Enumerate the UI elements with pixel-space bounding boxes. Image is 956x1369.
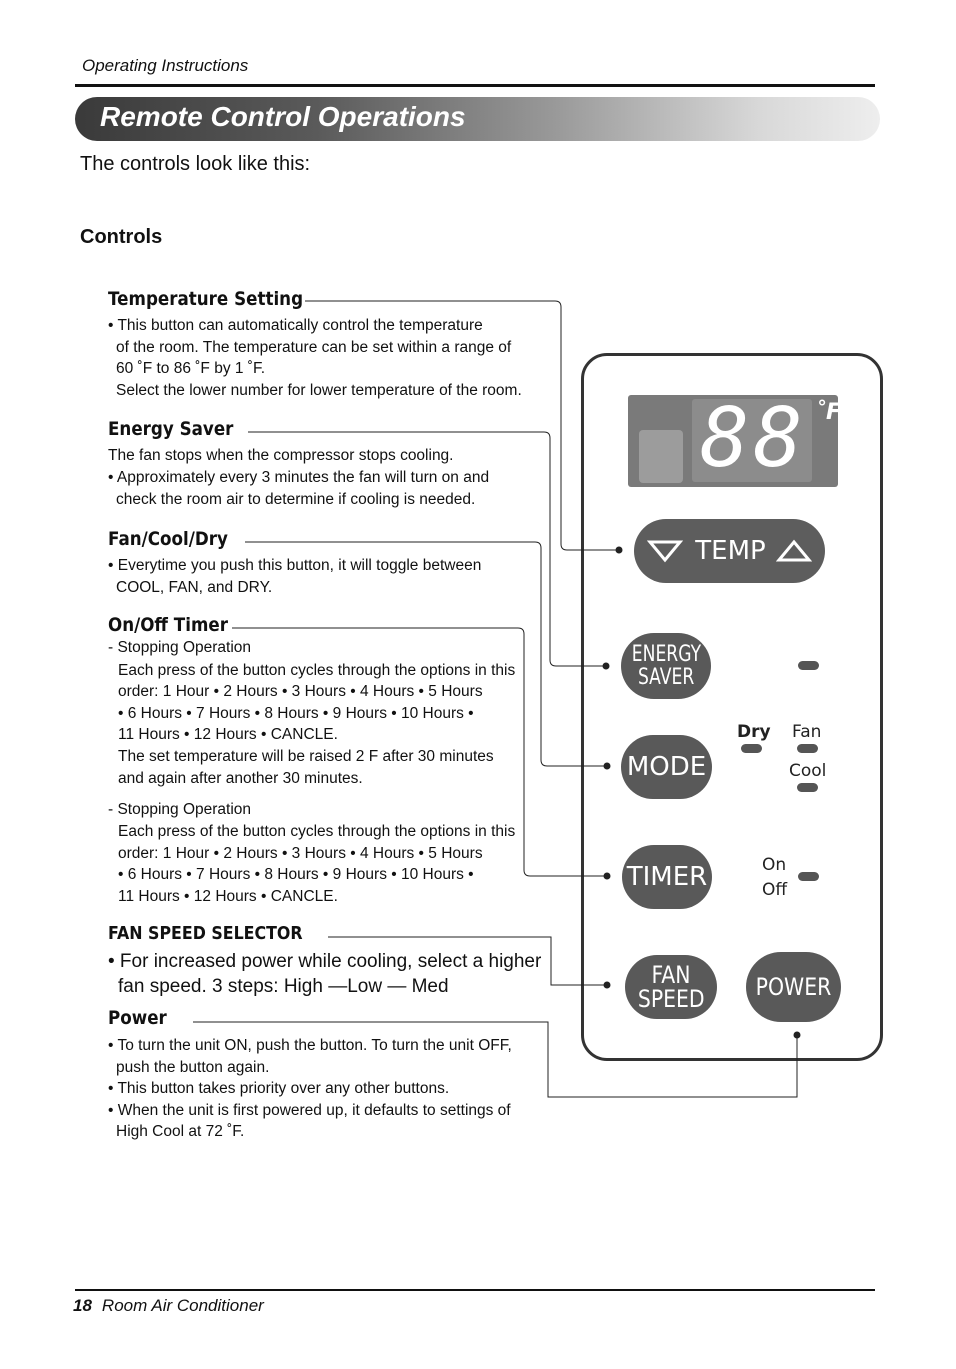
footer-rule	[75, 1289, 875, 1291]
fan-label-2: SPEED	[637, 985, 705, 1013]
timer-line: and again after another 30 minutes.	[118, 770, 363, 787]
fan-cool-dry-line: COOL, FAN, and DRY.	[116, 579, 273, 596]
timer-leader-dot	[604, 873, 611, 880]
mode-label: MODE	[626, 752, 707, 782]
on-label: On	[762, 855, 787, 875]
fan-indicator-label: Fan	[792, 722, 822, 742]
energy-label-2: SAVER	[637, 665, 695, 690]
page-number: 18	[73, 1296, 92, 1315]
power-line: • When the unit is first powered up, it defaults to settings of	[108, 1102, 511, 1119]
power-title: Power	[108, 1007, 167, 1029]
timer-title: On/Off Timer	[108, 614, 228, 636]
temperature-digits: 88	[700, 391, 807, 486]
timer-line: order: 1 Hour • 2 Hours • 3 Hours • 4 Hours • 5 Hours	[118, 845, 483, 862]
temperature-line: 60 ˚F to 86 ˚F by 1 ˚F.	[116, 360, 266, 377]
timer-line: • 6 Hours • 7 Hours • 8 Hours • 9 Hours • 10 Hours •	[118, 705, 474, 722]
timer-line: The set temperature will be raised 2 F after 30 minutes	[118, 748, 494, 765]
timer-label: TIMER	[626, 862, 708, 892]
page-footer	[73, 1296, 264, 1316]
power-label: POWER	[755, 973, 832, 1001]
power-line: push the button again.	[116, 1059, 270, 1076]
energy-label-1: ENERGY	[631, 642, 701, 667]
mode-leader	[245, 542, 607, 766]
mode-leader-dot	[604, 763, 611, 770]
energy-saver-leader	[248, 432, 606, 666]
timer-line: • 6 Hours • 7 Hours • 8 Hours • 9 Hours • 10 Hours •	[118, 866, 474, 883]
fan-speed-line: • For increased power while cooling, select a higher	[108, 951, 542, 972]
temperature-leader	[305, 301, 619, 550]
fan-speed-leader	[328, 937, 607, 985]
intro-text: The controls look like this:	[80, 153, 311, 175]
timer-line: - Stopping Operation	[108, 639, 252, 656]
temperature-line: Select the lower number for lower temperature of the room.	[116, 382, 522, 399]
timer-line: Each press of the button cycles through the options in this	[118, 662, 516, 679]
timer-line: order: 1 Hour • 2 Hours • 3 Hours • 4 Hours • 5 Hours	[118, 683, 483, 700]
fan-speed-title: FAN SPEED SELECTOR	[108, 923, 303, 944]
section-label: Operating Instructions	[82, 56, 249, 75]
timer-line: - Stopping Operation	[108, 801, 252, 818]
controls-heading: Controls	[80, 226, 163, 248]
timer-leader	[232, 628, 607, 876]
energy-leader-dot	[603, 663, 610, 670]
energy-saver-line: • Approximately every 3 minutes the fan will turn on and	[108, 469, 490, 486]
cool-label: Cool	[789, 761, 827, 781]
timer-line: 11 Hours • 12 Hours • CANCLE.	[118, 888, 338, 905]
power-leader	[193, 1022, 797, 1097]
fan-label-1: FAN	[651, 961, 691, 989]
temperature-line: • This button can automatically control the temperature	[108, 317, 483, 334]
dry-label: Dry	[737, 722, 771, 742]
power-line: • To turn the unit ON, push the button. To turn the unit OFF,	[108, 1037, 512, 1054]
fan-speed-line: fan speed. 3 steps: High —Low — Med	[118, 976, 449, 997]
energy-saver-title: Energy Saver	[108, 418, 234, 440]
fan-cool-dry-line: • Everytime you push this button, it will toggle between	[108, 557, 482, 574]
timer-line: Each press of the button cycles through the options in this	[118, 823, 516, 840]
footer-title: Room Air Conditioner	[101, 1296, 264, 1315]
energy-saver-line: The fan stops when the compressor stops cooling.	[108, 447, 454, 464]
fan-cool-dry-title: Fan/Cool/Dry	[108, 528, 228, 550]
fan-leader-dot	[604, 982, 611, 989]
power-line: High Cool at 72 ˚F.	[116, 1123, 245, 1140]
temperature-leader-dot	[616, 547, 623, 554]
temperature-line: of the room. The temperature can be set within a range of	[116, 339, 512, 356]
energy-saver-line: check the room air to determine if cooling is needed.	[116, 491, 476, 508]
temperature-title: Temperature Setting	[108, 288, 304, 310]
temp-label: TEMP	[695, 536, 766, 566]
off-label: Off	[762, 880, 788, 900]
power-line: • This button takes priority over any other buttons.	[108, 1080, 450, 1097]
power-leader-dot	[794, 1032, 801, 1039]
page-title: Remote Control Operations	[100, 101, 466, 132]
unit-label: ˚F	[815, 400, 842, 425]
timer-line: 11 Hours • 12 Hours • CANCLE.	[118, 726, 338, 743]
